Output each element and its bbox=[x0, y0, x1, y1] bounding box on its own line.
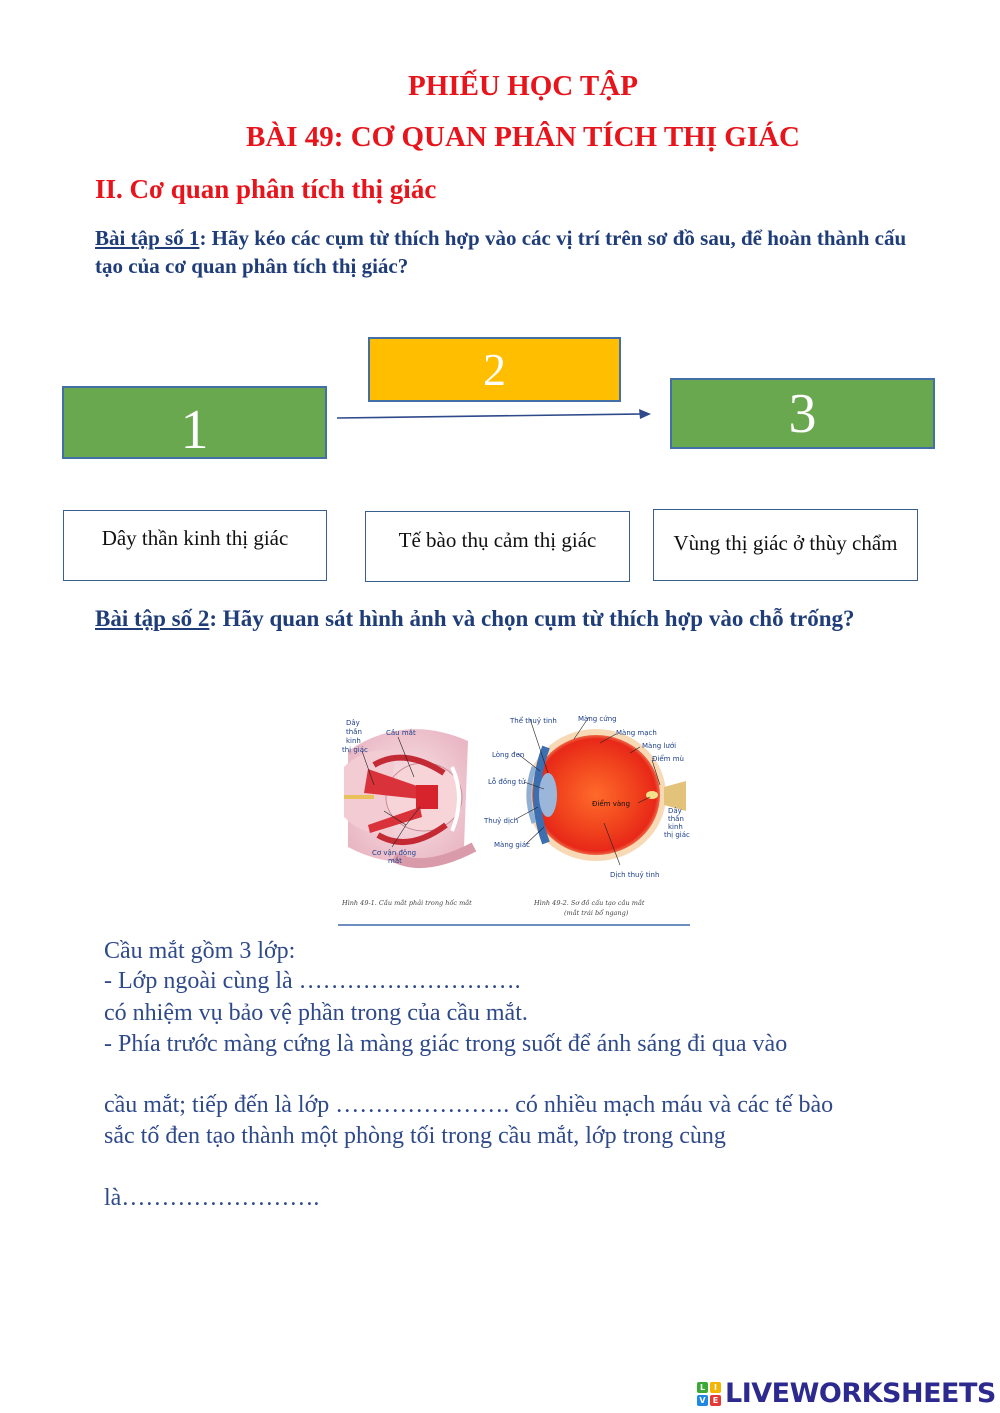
label-mang-mach: Màng mạch bbox=[616, 729, 657, 737]
paragraph-line-1: Cầu mắt gồm 3 lớp: bbox=[104, 938, 296, 964]
answer-card-optic-nerve[interactable]: Dây thần kinh thị giác bbox=[63, 510, 327, 581]
paragraph-line-2 bbox=[104, 968, 521, 995]
drop-target-2[interactable]: 2 bbox=[368, 337, 621, 402]
blank-middle-layer[interactable]: …………………. bbox=[335, 1092, 510, 1118]
label-thuy-dich: Thuỷ dịch bbox=[484, 817, 519, 825]
answer-card-receptor-cells[interactable]: Tế bào thụ cảm thị giác bbox=[365, 511, 630, 582]
drop-target-1[interactable]: 1 bbox=[62, 386, 327, 459]
answer-card-occipital-area[interactable]: Vùng thị giác ở thùy chẩm bbox=[653, 509, 918, 581]
logo-icon: L I V E bbox=[697, 1382, 721, 1406]
label-day: Dây bbox=[346, 719, 360, 727]
paragraph-line-3: có nhiệm vụ bảo vệ phần trong của cầu mắt. bbox=[104, 1000, 528, 1026]
line2-text: - Lớp ngoài cùng là bbox=[104, 968, 299, 994]
paragraph-line-4: - Phía trước màng cứng là màng giác trong suốt để ánh sáng đi qua vào bbox=[104, 1031, 788, 1057]
drop-target-3[interactable]: 3 bbox=[670, 378, 935, 449]
label-kinh: kinh bbox=[346, 737, 361, 745]
caption-right-sub: (mắt trái bổ ngang) bbox=[564, 909, 629, 917]
label-diem-mu: Điểm mù bbox=[652, 755, 684, 763]
eyeball-cross-section bbox=[516, 717, 686, 865]
exercise1-text: : Hãy kéo các cụm từ thích hợp vào các vị trí trên sơ đồ sau, để hoàn thành cấu tạo của cơ quan phân tích thị giác? bbox=[95, 226, 907, 278]
label-cau-mat: Cầu mắt bbox=[386, 729, 416, 737]
label-mang-luoi: Màng lưới bbox=[642, 742, 677, 750]
section-heading: II. Cơ quan phân tích thị giác bbox=[95, 174, 437, 204]
label-right-thi-giac: thị giác bbox=[664, 831, 690, 839]
caption-right: Hình 49-2. Sơ đồ cấu tạo cầu mắt bbox=[534, 899, 645, 907]
paragraph-line-5 bbox=[104, 1092, 833, 1119]
worksheet-title: PHIẾU HỌC TẬP bbox=[408, 70, 638, 102]
flow-arrow bbox=[335, 405, 655, 425]
line5-text-a: cầu mắt; tiếp đến là lớp bbox=[104, 1092, 336, 1118]
label-mat: mắt bbox=[388, 857, 402, 865]
brand-name: LIVEWORKSHEETS bbox=[725, 1378, 996, 1409]
label-co-van-dong: Cơ vận động bbox=[372, 849, 417, 857]
exercise1-label: Bài tập số 1 bbox=[95, 226, 200, 250]
label-thi-giac: thị giác bbox=[342, 746, 368, 754]
exercise1-prompt bbox=[95, 224, 925, 280]
eye-anatomy-figure bbox=[334, 707, 692, 929]
label-dich-thuy-tinh: Dịch thuỷ tinh bbox=[610, 871, 660, 879]
paragraph-line-6: sắc tố đen tạo thành một phòng tối trong cầu mắt, lớp trong cùng bbox=[104, 1123, 726, 1149]
blank-outer-layer[interactable]: ………………………. bbox=[298, 968, 521, 994]
liveworksheets-logo bbox=[697, 1378, 996, 1409]
exercise2-prompt bbox=[95, 603, 925, 634]
label-diem-vang: Điểm vàng bbox=[592, 800, 631, 808]
label-right-than: thần bbox=[668, 815, 684, 823]
label-long-den: Lòng đen bbox=[492, 751, 525, 759]
blank-inner-layer[interactable]: ……………………. bbox=[121, 1185, 320, 1211]
line5-text-c: có nhiều mạch máu và các tế bào bbox=[509, 1092, 834, 1118]
exercise2-text: : Hãy quan sát hình ảnh và chọn cụm từ thích hợp vào chỗ trống? bbox=[209, 606, 855, 631]
label-mang-giac: Màng giác bbox=[494, 841, 530, 849]
label-mang-cung: Màng cứng bbox=[578, 715, 617, 723]
label-lo-dong-tu: Lỗ đồng tử bbox=[488, 778, 526, 786]
lesson-title: BÀI 49: CƠ QUAN PHÂN TÍCH THỊ GIÁC bbox=[245, 121, 801, 153]
label-the-thuy-tinh: Thể thuỷ tinh bbox=[510, 717, 557, 725]
line7-text: là bbox=[104, 1185, 122, 1211]
label-right-kinh: kinh bbox=[668, 823, 683, 831]
caption-left: Hình 49-1. Cầu mắt phải trong hốc mắt bbox=[342, 899, 472, 907]
exercise2-label: Bài tập số 2 bbox=[95, 606, 210, 631]
paragraph-line-7 bbox=[104, 1185, 319, 1212]
label-right-day: Dây bbox=[668, 807, 682, 815]
label-than: thần bbox=[346, 728, 362, 736]
